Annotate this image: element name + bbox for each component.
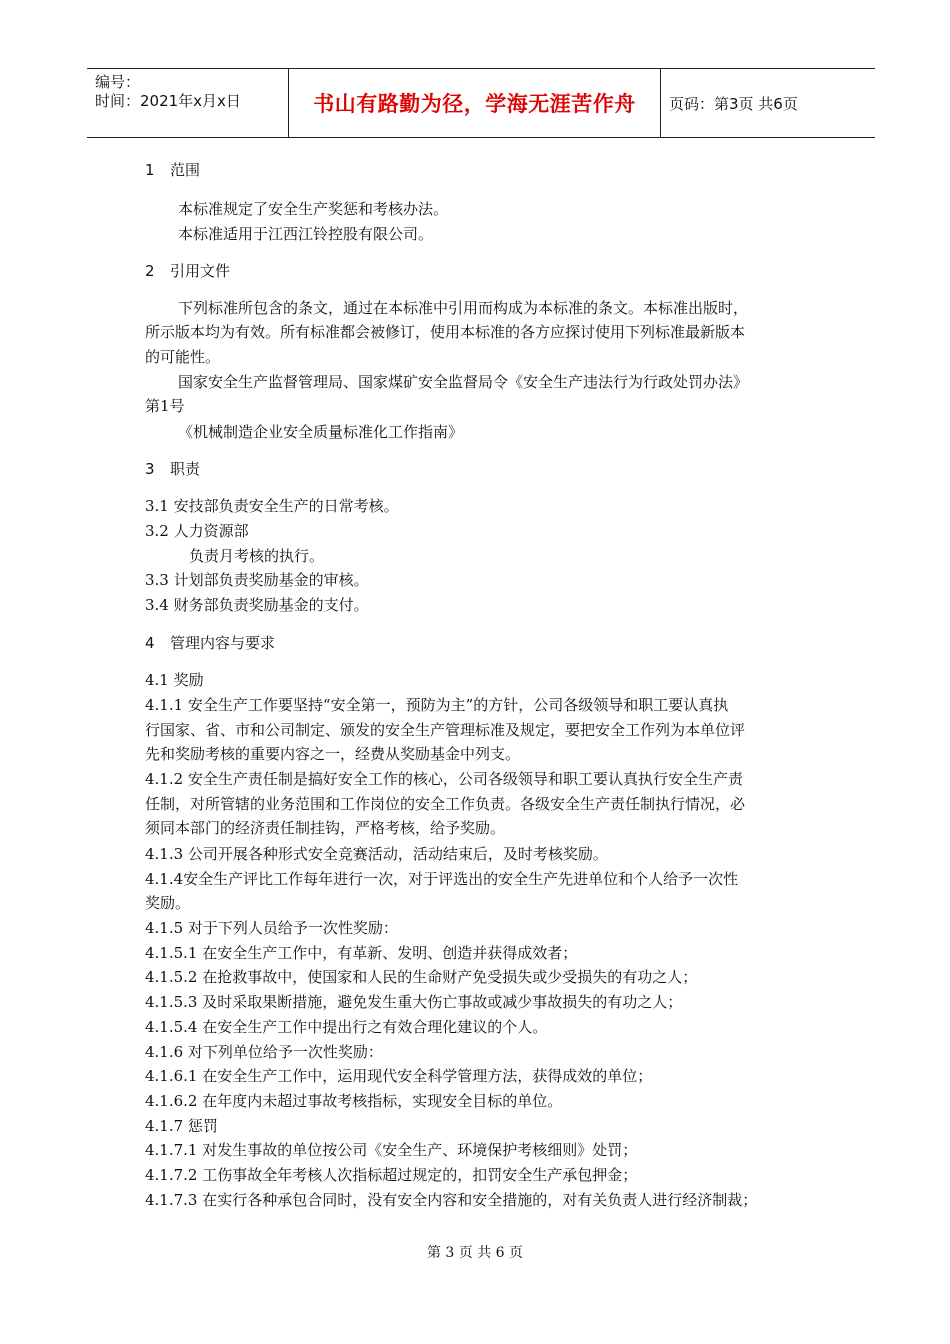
list-item: 负责月考核的执行。 — [189, 547, 325, 565]
page-footer: 第 3 页 共 6 页 — [426, 1245, 524, 1261]
paragraph: 本标准适用于江西江铃控股有限公司。 — [178, 225, 434, 243]
list-item: 行国家、省、市和公司制定、颁发的安全生产管理标准及规定，要把安全工作列为本单位评 — [145, 721, 746, 739]
paragraph: 本标准规定了安全生产奖惩和考核办法。 — [178, 200, 449, 218]
paragraph: 的可能性。 — [145, 348, 221, 366]
list-item: 4.1.1 安全生产工作要坚持“安全第一，预防为主”的方针，公司各级领导和职工要认真执 — [145, 696, 729, 714]
list-item: 3.2 人力资源部 — [145, 522, 249, 540]
list-item: 4.1.5.4 在安全生产工作中提出行之有效合理化建议的个人。 — [145, 1018, 548, 1036]
paragraph: 所示版本均为有效。所有标准都会被修订，使用本标准的各方应探讨使用下列标准最新版本 — [145, 323, 746, 341]
list-item: 任制，对所管辖的业务范围和工作岗位的安全工作负责。各级安全生产责任制执行情况，必 — [145, 795, 746, 813]
list-item: 4.1.2 安全生产责任制是搞好安全工作的核心，公司各级领导和职工要认真执行安全生产责 — [145, 770, 743, 788]
section-heading-4: 4 管理内容与要求 — [145, 634, 276, 652]
list-item: 4.1.3 公司开展各种形式安全竞赛活动，活动结束后，及时考核奖励。 — [145, 845, 608, 863]
list-item: 4.1 奖励 — [145, 671, 204, 689]
list-item: 3.1 安技部负责安全生产的日常考核。 — [145, 497, 399, 515]
list-item: 4.1.5 对于下列人员给予一次性奖励： — [145, 919, 398, 937]
list-item: 4.1.4安全生产评比工作每年进行一次，对于评选出的安全生产先进单位和个人给予一次性 — [145, 870, 739, 888]
list-item: 4.1.7 惩罚 — [145, 1117, 218, 1135]
paragraph: 《机械制造企业安全质量标准化工作指南》 — [178, 423, 464, 441]
list-item: 4.1.7.2 工伤事故全年考核人次指标超过规定的，扣罚安全生产承包押金； — [145, 1166, 638, 1184]
paragraph: 国家安全生产监督管理局、国家煤矿安全监督局令《安全生产违法行为行政处罚办法》 — [178, 373, 749, 391]
section-heading-1: 1 范围 — [145, 161, 201, 179]
header-page-number: 页码：第3页 共6页 — [669, 94, 798, 113]
list-item: 4.1.7.1 对发生事故的单位按公司《安全生产、环境保护考核细则》处罚； — [145, 1141, 638, 1159]
list-item: 4.1.6.2 在年度内未超过事故考核指标，实现安全目标的单位。 — [145, 1092, 563, 1110]
list-item: 奖励。 — [145, 894, 191, 912]
paragraph: 下列标准所包含的条文，通过在本标准中引用而构成为本标准的条文。本标准出版时， — [178, 299, 749, 317]
document-header — [87, 68, 875, 138]
header-motto: 书山有路勤为径，学海无涯苦作舟 — [289, 69, 661, 137]
list-item: 须同本部门的经济责任制挂钩，严格考核，给予奖励。 — [145, 819, 506, 837]
list-item: 4.1.6 对下列单位给予一次性奖励： — [145, 1043, 383, 1061]
serial-number-label: 编号： — [95, 73, 141, 91]
list-item: 3.4 财务部负责奖励基金的支付。 — [145, 596, 369, 614]
list-item: 4.1.6.1 在安全生产工作中，运用现代安全科学管理方法，获得成效的单位； — [145, 1067, 653, 1085]
section-heading-2: 2 引用文件 — [145, 262, 231, 280]
header-meta-cell — [87, 69, 289, 137]
list-item: 4.1.7.3 在实行各种承包合同时，没有安全内容和安全措施的，对有关负责人进行经济制裁； — [145, 1191, 758, 1209]
list-item: 4.1.5.3 及时采取果断措施，避免发生重大伤亡事故或减少事故损失的有功之人； — [145, 993, 683, 1011]
list-item: 3.3 计划部负责奖励基金的审核。 — [145, 571, 369, 589]
paragraph: 第1号 — [145, 397, 185, 415]
list-item: 先和奖励考核的重要内容之一，经费从奖励基金中列支。 — [145, 745, 521, 763]
list-item: 4.1.5.2 在抢救事故中，使国家和人民的生命财产免受损失或少受损失的有功之人； — [145, 968, 698, 986]
list-item: 4.1.5.1 在安全生产工作中，有革新、发明、创造并获得成效者； — [145, 944, 578, 962]
section-heading-3: 3 职责 — [145, 460, 201, 478]
date-label: 时间：2021年x月x日 — [95, 92, 241, 110]
